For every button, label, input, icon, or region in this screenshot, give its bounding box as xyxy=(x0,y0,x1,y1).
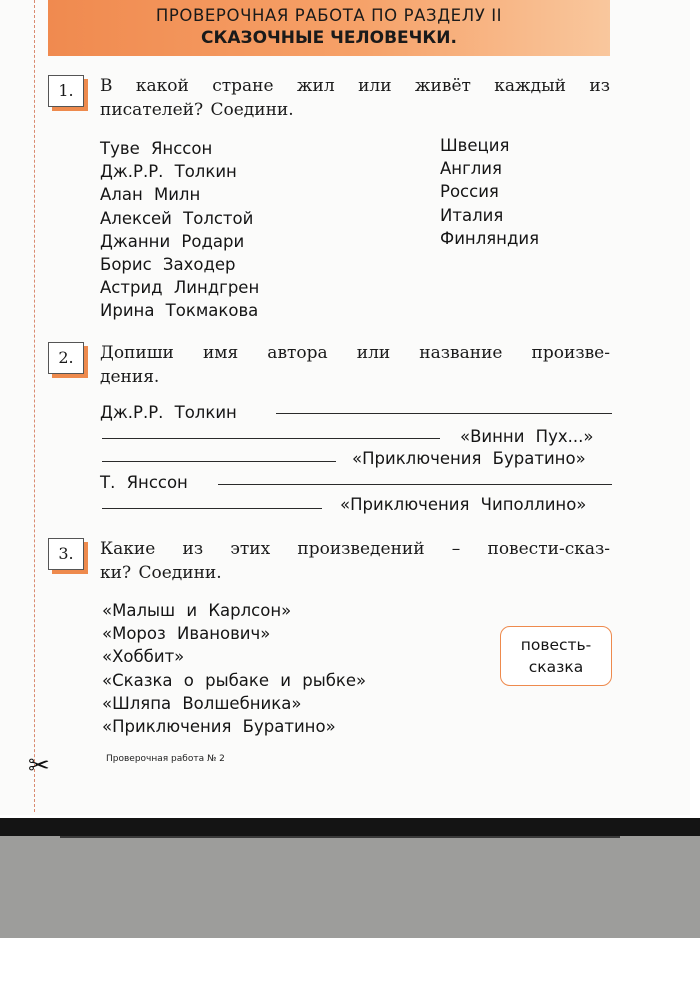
genre-label-line1: повесть- xyxy=(520,636,592,654)
country-item: Россия xyxy=(440,182,499,202)
scan-edge-line xyxy=(60,836,620,838)
work-item: «Шляпа Волшебника» xyxy=(102,693,302,713)
answer-blank[interactable] xyxy=(276,413,612,414)
answer-blank[interactable] xyxy=(102,461,336,462)
header-title: ПРОВЕРОЧНАЯ РАБОТА ПО РАЗДЕЛУ II xyxy=(155,6,503,25)
author-item: Алан Милн xyxy=(100,185,201,205)
author-item: Ирина Токмакова xyxy=(100,301,259,321)
task1-question-line2: писателей? Соедини. xyxy=(100,100,294,120)
work-item: «Малыш и Карлсон» xyxy=(102,601,292,620)
task2-row-work-2: «Приключения Буратино» xyxy=(352,449,586,468)
task2-question-line1: Допиши имя автора или название произве- xyxy=(100,343,610,363)
task3-question-line1: Какие из этих произведений – повести-сказ- xyxy=(100,539,610,559)
task1-question-line1: В какой стране жил или живёт каждый из xyxy=(100,76,610,96)
scissors-icon: ✂ xyxy=(28,751,50,781)
author-item: Алексей Толстой xyxy=(100,208,254,228)
answer-blank[interactable] xyxy=(102,438,440,439)
page-footer: Проверочная работа № 2 xyxy=(106,754,225,764)
task2-row-work-1: «Винни Пух...» xyxy=(460,427,594,446)
author-item: Джанни Родари xyxy=(100,231,245,251)
country-item: Финляндия xyxy=(440,228,540,248)
task2-row-work-3: «Приключения Чиполлино» xyxy=(340,495,587,514)
country-item: Англия xyxy=(440,159,502,179)
work-item: «Приключения Буратино» xyxy=(102,717,336,737)
author-item: Борис Заходер xyxy=(100,255,236,275)
task3-question-line2: ки? Соедини. xyxy=(100,563,222,583)
header-banner xyxy=(48,0,610,56)
task-number-1: 1. xyxy=(48,75,84,107)
task-number-2: 2. xyxy=(48,342,84,374)
genre-label-line2: сказка xyxy=(528,658,584,676)
task2-question-line2: дения. xyxy=(100,367,160,387)
author-item: Дж.Р.Р. Толкин xyxy=(100,162,237,182)
author-item: Астрид Линдгрен xyxy=(100,278,260,298)
cut-line xyxy=(34,0,35,812)
countries-list xyxy=(440,134,539,250)
work-item: «Мороз Иванович» xyxy=(102,624,271,644)
task2-row-author-2: Т. Янссон xyxy=(100,473,188,492)
scan-edge xyxy=(0,818,700,836)
task-number-3: 3. xyxy=(48,538,84,570)
work-item: «Хоббит» xyxy=(102,647,185,667)
header-subtitle: СКАЗОЧНЫЕ ЧЕЛОВЕЧКИ. xyxy=(201,28,457,48)
answer-blank[interactable] xyxy=(218,484,612,485)
works-list xyxy=(102,599,366,738)
answer-blank[interactable] xyxy=(102,508,322,509)
work-item: «Сказка о рыбаке и рыбке» xyxy=(102,670,367,690)
country-item: Италия xyxy=(440,205,504,225)
task2-row-author-1: Дж.Р.Р. Толкин xyxy=(100,403,237,422)
authors-list xyxy=(100,137,259,323)
genre-box xyxy=(500,626,612,686)
country-item: Швеция xyxy=(440,136,510,155)
author-item: Туве Янссон xyxy=(100,139,213,158)
